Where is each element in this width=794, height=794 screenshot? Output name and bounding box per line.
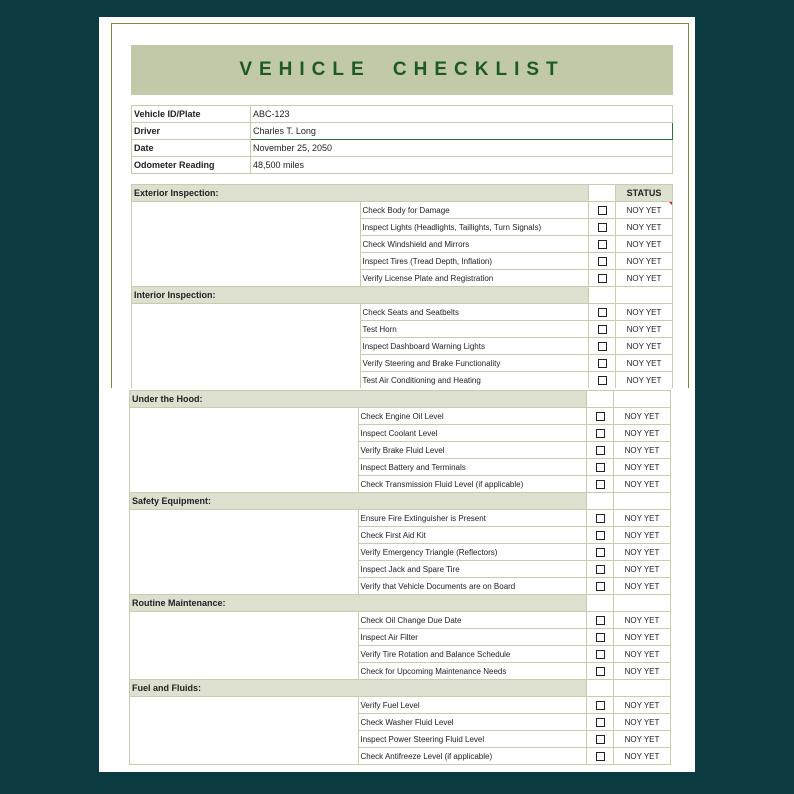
task-label: Inspect Lights (Headlights, Taillights, Turn Signals): [360, 219, 589, 236]
task-checkbox[interactable]: [587, 442, 614, 459]
status-cell[interactable]: NOY YET: [614, 731, 671, 748]
status-cell[interactable]: NOY YET: [616, 202, 673, 219]
status-cell[interactable]: NOY YET: [614, 612, 671, 629]
task-checkbox[interactable]: [587, 714, 614, 731]
page-title: VEHICLE CHECKLIST: [239, 59, 565, 80]
status-cell[interactable]: NOY YET: [614, 697, 671, 714]
table-row: [130, 408, 671, 425]
table-row: [130, 612, 671, 629]
task-label: Verify Brake Fluid Level: [358, 442, 587, 459]
section-header: [132, 287, 673, 304]
driver-field[interactable]: Charles T. Long: [251, 123, 673, 140]
task-checkbox[interactable]: [589, 253, 616, 270]
status-cell[interactable]: NOY YET: [614, 748, 671, 765]
info-row-driver: [132, 123, 673, 140]
section-header: [130, 391, 671, 408]
task-label: Check Engine Oil Level: [358, 408, 587, 425]
date-field[interactable]: November 25, 2050: [251, 140, 673, 157]
table-row: [130, 697, 671, 714]
checkbox-icon: [596, 531, 605, 540]
section-title: Under the Hood:: [130, 391, 587, 408]
checkbox-icon: [596, 718, 605, 727]
section-title: Interior Inspection:: [132, 287, 589, 304]
task-checkbox[interactable]: [587, 697, 614, 714]
status-cell[interactable]: NOY YET: [616, 270, 673, 287]
task-label: Check for Upcoming Maintenance Needs: [358, 663, 587, 680]
task-checkbox[interactable]: [589, 338, 616, 355]
task-label: Verify Fuel Level: [358, 697, 587, 714]
checklist-table-part-1: [131, 184, 673, 389]
status-cell[interactable]: NOY YET: [616, 355, 673, 372]
info-label: Vehicle ID/Plate: [132, 106, 251, 123]
checklist-page-bottom: [99, 388, 695, 772]
status-cell[interactable]: NOY YET: [616, 372, 673, 389]
task-label: Test Air Conditioning and Heating: [360, 372, 589, 389]
checkbox-icon: [596, 633, 605, 642]
checkbox-icon: [596, 701, 605, 710]
task-checkbox[interactable]: [587, 476, 614, 493]
info-row-date: [132, 140, 673, 157]
checkbox-icon: [596, 446, 605, 455]
checkbox-icon: [596, 429, 605, 438]
status-cell[interactable]: NOY YET: [614, 459, 671, 476]
checkbox-icon: [596, 548, 605, 557]
task-checkbox[interactable]: [587, 731, 614, 748]
checkbox-icon: [598, 240, 607, 249]
task-label: Inspect Battery and Terminals: [358, 459, 587, 476]
section-header: [130, 493, 671, 510]
checkbox-icon: [596, 735, 605, 744]
task-checkbox[interactable]: [587, 612, 614, 629]
task-checkbox[interactable]: [589, 321, 616, 338]
task-checkbox[interactable]: [587, 544, 614, 561]
status-cell[interactable]: NOY YET: [616, 321, 673, 338]
checkbox-icon: [598, 274, 607, 283]
task-checkbox[interactable]: [587, 663, 614, 680]
status-cell[interactable]: NOY YET: [614, 629, 671, 646]
status-cell[interactable]: NOY YET: [614, 561, 671, 578]
checkbox-icon: [598, 308, 607, 317]
task-checkbox[interactable]: [587, 646, 614, 663]
status-cell[interactable]: NOY YET: [616, 219, 673, 236]
task-label: Inspect Power Steering Fluid Level: [358, 731, 587, 748]
task-label: Check First Aid Kit: [358, 527, 587, 544]
task-label: Inspect Tires (Tread Depth, Inflation): [360, 253, 589, 270]
info-label: Odometer Reading: [132, 157, 251, 174]
status-cell[interactable]: NOY YET: [614, 408, 671, 425]
title-banner: [131, 45, 673, 95]
task-label: Inspect Jack and Spare Tire: [358, 561, 587, 578]
task-checkbox[interactable]: [589, 355, 616, 372]
task-checkbox[interactable]: [589, 202, 616, 219]
table-row: [132, 202, 673, 219]
status-cell[interactable]: NOY YET: [614, 544, 671, 561]
checkbox-icon: [596, 667, 605, 676]
checkbox-icon: [596, 514, 605, 523]
task-checkbox[interactable]: [589, 270, 616, 287]
task-checkbox[interactable]: [589, 304, 616, 321]
table-row: [130, 510, 671, 527]
checkbox-icon: [598, 359, 607, 368]
task-label: Inspect Coolant Level: [358, 425, 587, 442]
task-checkbox[interactable]: [587, 510, 614, 527]
task-checkbox[interactable]: [589, 372, 616, 389]
status-cell[interactable]: NOY YET: [614, 663, 671, 680]
task-checkbox[interactable]: [589, 219, 616, 236]
task-checkbox[interactable]: [587, 748, 614, 765]
status-cell[interactable]: NOY YET: [614, 578, 671, 595]
task-checkbox[interactable]: [587, 459, 614, 476]
status-cell[interactable]: NOY YET: [616, 304, 673, 321]
section-header: [130, 680, 671, 697]
status-cell[interactable]: NOY YET: [616, 236, 673, 253]
status-cell[interactable]: NOY YET: [616, 253, 673, 270]
task-label: Verify Steering and Brake Functionality: [360, 355, 589, 372]
section-title: Fuel and Fluids:: [130, 680, 587, 697]
status-cell[interactable]: NOY YET: [614, 442, 671, 459]
task-label: Verify that Vehicle Documents are on Board: [358, 578, 587, 595]
checkbox-icon: [596, 752, 605, 761]
task-label: Check Transmission Fluid Level (if applicable): [358, 476, 587, 493]
task-checkbox[interactable]: [589, 236, 616, 253]
task-label: Inspect Dashboard Warning Lights: [360, 338, 589, 355]
task-checkbox[interactable]: [587, 561, 614, 578]
checkbox-icon: [596, 616, 605, 625]
task-label: Check Washer Fluid Level: [358, 714, 587, 731]
checklist-table-part-2: [129, 390, 671, 765]
task-checkbox[interactable]: [587, 527, 614, 544]
checkbox-icon: [596, 480, 605, 489]
status-cell[interactable]: NOY YET: [614, 476, 671, 493]
task-label: Test Horn: [360, 321, 589, 338]
info-row-odometer: [132, 157, 673, 174]
info-label: Driver: [132, 123, 251, 140]
task-label: Check Seats and Seatbelts: [360, 304, 589, 321]
task-label: Verify Emergency Triangle (Reflectors): [358, 544, 587, 561]
status-cell[interactable]: NOY YET: [614, 527, 671, 544]
section-header: [130, 595, 671, 612]
checkbox-icon: [596, 650, 605, 659]
task-label: Check Antifreeze Level (if applicable): [358, 748, 587, 765]
task-label: Check Windshield and Mirrors: [360, 236, 589, 253]
task-label: Ensure Fire Extinguisher is Present: [358, 510, 587, 527]
status-cell[interactable]: NOY YET: [614, 425, 671, 442]
status-header: STATUS: [616, 185, 673, 202]
vehicle-info-table: [131, 105, 673, 174]
checkbox-icon: [598, 325, 607, 334]
task-label: Check Oil Change Due Date: [358, 612, 587, 629]
status-cell[interactable]: NOY YET: [614, 510, 671, 527]
checkbox-icon: [598, 257, 607, 266]
section-header: [132, 185, 673, 202]
task-label: Verify Tire Rotation and Balance Schedule: [358, 646, 587, 663]
task-label: Inspect Air Filter: [358, 629, 587, 646]
checkbox-icon: [598, 342, 607, 351]
section-title: Safety Equipment:: [130, 493, 587, 510]
odometer-field[interactable]: 48,500 miles: [251, 157, 673, 174]
checkbox-icon: [596, 582, 605, 591]
task-checkbox[interactable]: [587, 629, 614, 646]
checkbox-icon: [598, 206, 607, 215]
status-cell[interactable]: NOY YET: [614, 714, 671, 731]
task-label: Check Body for Damage: [360, 202, 589, 219]
task-checkbox[interactable]: [587, 578, 614, 595]
checkbox-icon: [598, 376, 607, 385]
info-label: Date: [132, 140, 251, 157]
task-checkbox[interactable]: [587, 425, 614, 442]
checkbox-icon: [596, 565, 605, 574]
table-row: [132, 304, 673, 321]
status-cell[interactable]: NOY YET: [614, 646, 671, 663]
checklist-page-top: [99, 17, 695, 389]
section-title: Routine Maintenance:: [130, 595, 587, 612]
section-title: Exterior Inspection:: [132, 185, 589, 202]
checkbox-icon: [598, 223, 607, 232]
task-label: Verify License Plate and Registration: [360, 270, 589, 287]
vehicle-id-field[interactable]: ABC-123: [251, 106, 673, 123]
checkbox-icon: [596, 463, 605, 472]
checkbox-icon: [596, 412, 605, 421]
info-row-vehicle-id: [132, 106, 673, 123]
task-checkbox[interactable]: [587, 408, 614, 425]
status-cell[interactable]: NOY YET: [616, 338, 673, 355]
